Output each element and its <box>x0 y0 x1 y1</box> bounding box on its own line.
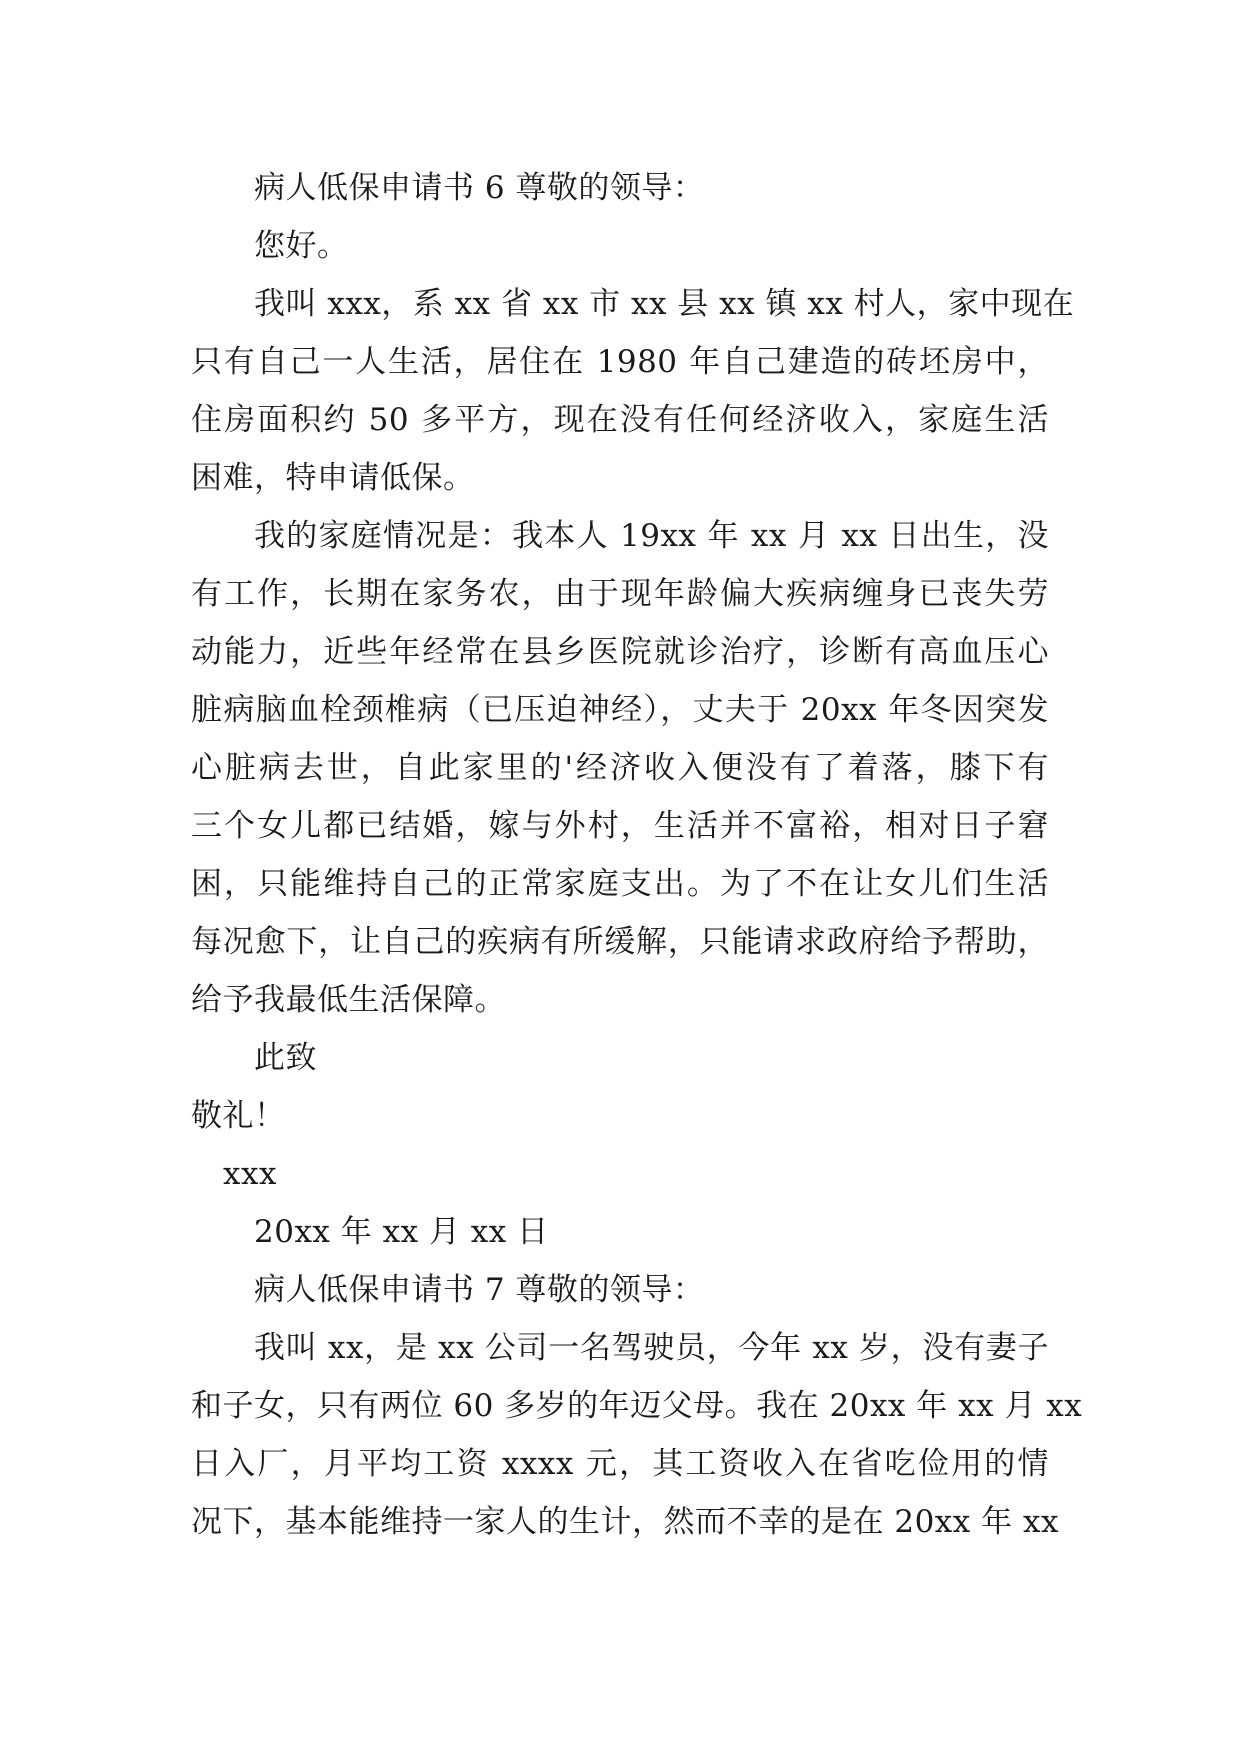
signature-name: xxx <box>223 1156 277 1192</box>
paragraph-line: 有工作，长期在家务农，由于现年龄偏大疾病缠身已丧失劳 <box>191 576 1049 612</box>
salutation-line: 敬礼！ <box>191 1098 286 1134</box>
paragraph-line: 每况愈下，让自己的疾病有所缓解，只能请求政府给予帮助， <box>191 924 1049 960</box>
paragraph-line: 况下，基本能维持一家人的生计，然而不幸的是在 20xx 年 xx <box>191 1504 1059 1540</box>
paragraph-line: 动能力，近些年经常在县乡医院就诊治疗，诊断有高血压心 <box>191 634 1049 670</box>
closing-line: 此致 <box>254 1040 317 1076</box>
paragraph-line: 住房面积约 50 多平方，现在没有任何经济收入，家庭生活 <box>191 402 1049 438</box>
paragraph-line: 只有自己一人生活，居住在 1980 年自己建造的砖坯房中， <box>191 344 1049 380</box>
paragraph-line: 心脏病去世，自此家里的'经济收入便没有了着落，膝下有 <box>191 750 1049 786</box>
paragraph-line: 日入厂，月平均工资 xxxx 元，其工资收入在省吃俭用的情 <box>191 1446 1049 1482</box>
paragraph-line: 给予我最低生活保障。 <box>191 982 506 1018</box>
paragraph-line: 我叫 xxx，系 xx 省 xx 市 xx 县 xx 镇 xx 村人，家中现在 <box>254 286 1075 322</box>
paragraph-line: 困，只能维持自己的正常家庭支出。为了不在让女儿们生活 <box>191 866 1049 902</box>
greeting-line: 您好。 <box>254 228 349 264</box>
paragraph-line: 脏病脑血栓颈椎病（已压迫神经），丈夫于 20xx 年冬因突发 <box>191 692 1049 728</box>
paragraph-line: 三个女儿都已结婚，嫁与外村，生活并不富裕，相对日子窘 <box>191 808 1049 844</box>
signature-date: 20xx 年 xx 月 xx 日 <box>254 1214 549 1250</box>
paragraph-line: 我的家庭情况是：我本人 19xx 年 xx 月 xx 日出生，没 <box>254 518 1049 554</box>
paragraph-line: 我叫 xx，是 xx 公司一名驾驶员，今年 xx 岁，没有妻子 <box>254 1330 1049 1366</box>
paragraph-line: 和子女，只有两位 60 多岁的年迈父母。我在 20xx 年 xx 月 xx <box>191 1388 1083 1424</box>
paragraph-line: 困难，特申请低保。 <box>191 460 475 496</box>
letter-7-title: 病人低保申请书 7 尊敬的领导： <box>254 1272 705 1308</box>
letter-6-title: 病人低保申请书 6 尊敬的领导： <box>254 170 705 206</box>
